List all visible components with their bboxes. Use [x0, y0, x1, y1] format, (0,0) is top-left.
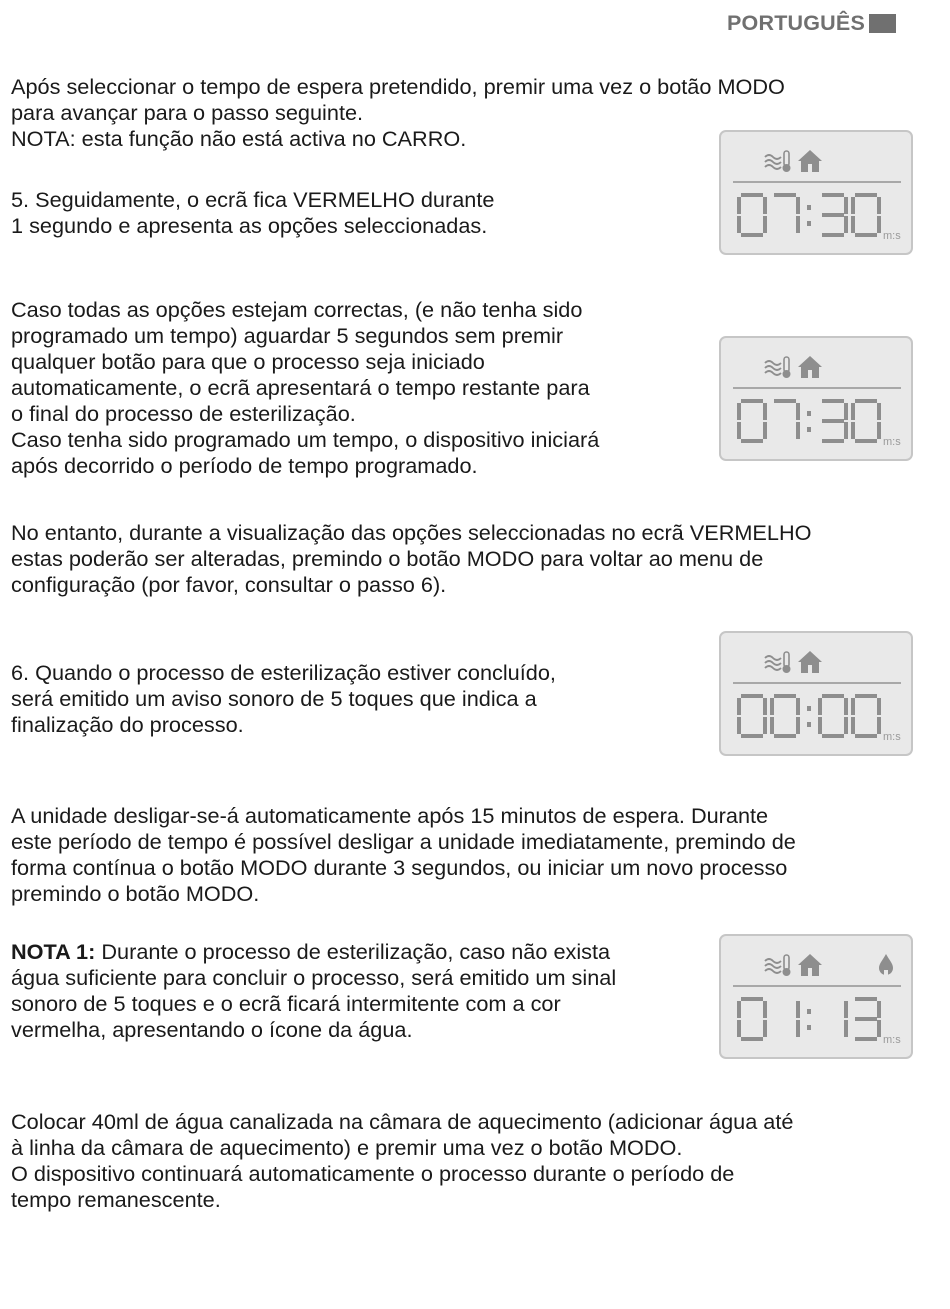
- lcd-time: [737, 193, 884, 242]
- text-line: configuração (por favor, consultar o passo 6).: [11, 572, 447, 597]
- paragraph-note-1: [11, 939, 616, 1043]
- text-line: premindo o botão MODO.: [11, 881, 260, 906]
- text-line: vermelha, apresentando o ícone da água.: [11, 1017, 413, 1042]
- text-line: Após seleccionar o tempo de espera pretendido, premir uma vez o botão MODO: [11, 74, 785, 99]
- lcd-time: [737, 399, 884, 448]
- lcd-digit: [770, 997, 800, 1041]
- text-line: após decorrido o período de tempo programado.: [11, 453, 478, 478]
- steam-temperature-icon: [763, 952, 795, 978]
- text-line: programado um tempo) aguardar 5 segundos sem premir: [11, 323, 564, 348]
- lcd-digit: [851, 399, 881, 443]
- lcd-icons: [763, 649, 903, 675]
- lcd-icons: [763, 354, 903, 380]
- steam-temperature-icon: [763, 148, 795, 174]
- paragraph-step-5: [11, 187, 494, 239]
- text-line: forma contínua o botão MODO durante 3 segundos, ou iniciar um novo processo: [11, 855, 788, 880]
- lcd-digit: [770, 694, 800, 738]
- lcd-colon: [803, 694, 815, 738]
- text-line: automaticamente, o ecrã apresentará o tempo restante para: [11, 375, 590, 400]
- lcd-display: [719, 130, 913, 255]
- lcd-digit: [818, 694, 848, 738]
- language-marker: [869, 14, 896, 33]
- text-line: água suficiente para concluir o processo, será emitido um sinal: [11, 965, 617, 990]
- lcd-unit: m:s: [883, 1034, 901, 1046]
- lcd-divider: [733, 387, 901, 389]
- lcd-digit: [737, 694, 767, 738]
- text-line: qualquer botão para que o processo seja iniciado: [11, 349, 485, 374]
- lcd-digit: [737, 997, 767, 1041]
- paragraph-options-correct: [11, 297, 599, 479]
- language-header: [727, 11, 896, 36]
- paragraph-auto-off: [11, 803, 796, 907]
- lcd-digit: [737, 193, 767, 237]
- lcd-display: [719, 336, 913, 461]
- lcd-colon: [803, 193, 815, 237]
- home-icon: [797, 354, 823, 380]
- text-line: à linha da câmara de aquecimento) e premir uma vez o botão MODO.: [11, 1135, 683, 1160]
- note-lead: NOTA 1:: [11, 939, 96, 964]
- home-icon: [797, 649, 823, 675]
- lcd-display: [719, 631, 913, 756]
- note-text: Durante o processo de esterilização, caso não exista: [95, 939, 611, 964]
- text-line: Colocar 40ml de água canalizada na câmara de aquecimento (adicionar água até: [11, 1109, 794, 1134]
- text-line: Caso tenha sido programado um tempo, o dispositivo iniciará: [11, 427, 600, 452]
- text-line: O dispositivo continuará automaticamente o processo durante o período de: [11, 1161, 735, 1186]
- lcd-digit: [818, 399, 848, 443]
- lcd-unit: m:s: [883, 436, 901, 448]
- text-line: No entanto, durante a visualização das opções seleccionadas no ecrã VERMELHO: [11, 520, 812, 545]
- lcd-colon: [803, 997, 815, 1041]
- lcd-display: [719, 934, 913, 1059]
- lcd-digit: [818, 997, 848, 1041]
- text-line: 5. Seguidamente, o ecrã fica VERMELHO durante: [11, 187, 495, 212]
- lcd-digit: [737, 399, 767, 443]
- text-line: A unidade desligar-se-á automaticamente após 15 minutos de espera. Durante: [11, 803, 769, 828]
- paragraph-step-6: [11, 660, 556, 738]
- text-line: Caso todas as opções estejam correctas, (e não tenha sido: [11, 297, 583, 322]
- text-line: este período de tempo é possível desligar a unidade imediatamente, premindo de: [11, 829, 796, 854]
- lcd-divider: [733, 181, 901, 183]
- language-label: PORTUGUÊS: [727, 11, 865, 35]
- text-line: sonoro de 5 toques e o ecrã ficará intermitente com a cor: [11, 991, 561, 1016]
- steam-temperature-icon: [763, 649, 795, 675]
- paragraph-change-options: [11, 520, 812, 598]
- lcd-icons: [763, 148, 903, 174]
- lcd-divider: [733, 985, 901, 987]
- text-line: para avançar para o passo seguinte.: [11, 100, 364, 125]
- paragraph-add-water: [11, 1109, 793, 1213]
- text-line: finalização do processo.: [11, 712, 244, 737]
- steam-temperature-icon: [763, 354, 795, 380]
- lcd-time: [737, 694, 884, 743]
- lcd-divider: [733, 682, 901, 684]
- text-line: 1 segundo e apresenta as opções seleccionadas.: [11, 213, 488, 238]
- water-drop-icon: [873, 952, 899, 978]
- home-icon: [797, 952, 823, 978]
- lcd-digit: [851, 997, 881, 1041]
- lcd-time: [737, 997, 884, 1046]
- lcd-icons: [763, 952, 903, 978]
- lcd-digit: [851, 193, 881, 237]
- home-icon: [797, 148, 823, 174]
- text-line: tempo remanescente.: [11, 1187, 221, 1212]
- lcd-colon: [803, 399, 815, 443]
- lcd-digit: [770, 399, 800, 443]
- text-line: será emitido um aviso sonoro de 5 toques que indica a: [11, 686, 537, 711]
- text-line: 6. Quando o processo de esterilização estiver concluído,: [11, 660, 556, 685]
- lcd-unit: m:s: [883, 731, 901, 743]
- text-line: o final do processo de esterilização.: [11, 401, 356, 426]
- lcd-unit: m:s: [883, 230, 901, 242]
- text-line: [11, 939, 616, 965]
- paragraph-intro: [11, 74, 785, 152]
- text-line: NOTA: esta função não está activa no CARRO.: [11, 126, 467, 151]
- text-line: estas poderão ser alteradas, premindo o botão MODO para voltar ao menu de: [11, 546, 764, 571]
- lcd-digit: [770, 193, 800, 237]
- lcd-digit: [818, 193, 848, 237]
- lcd-digit: [851, 694, 881, 738]
